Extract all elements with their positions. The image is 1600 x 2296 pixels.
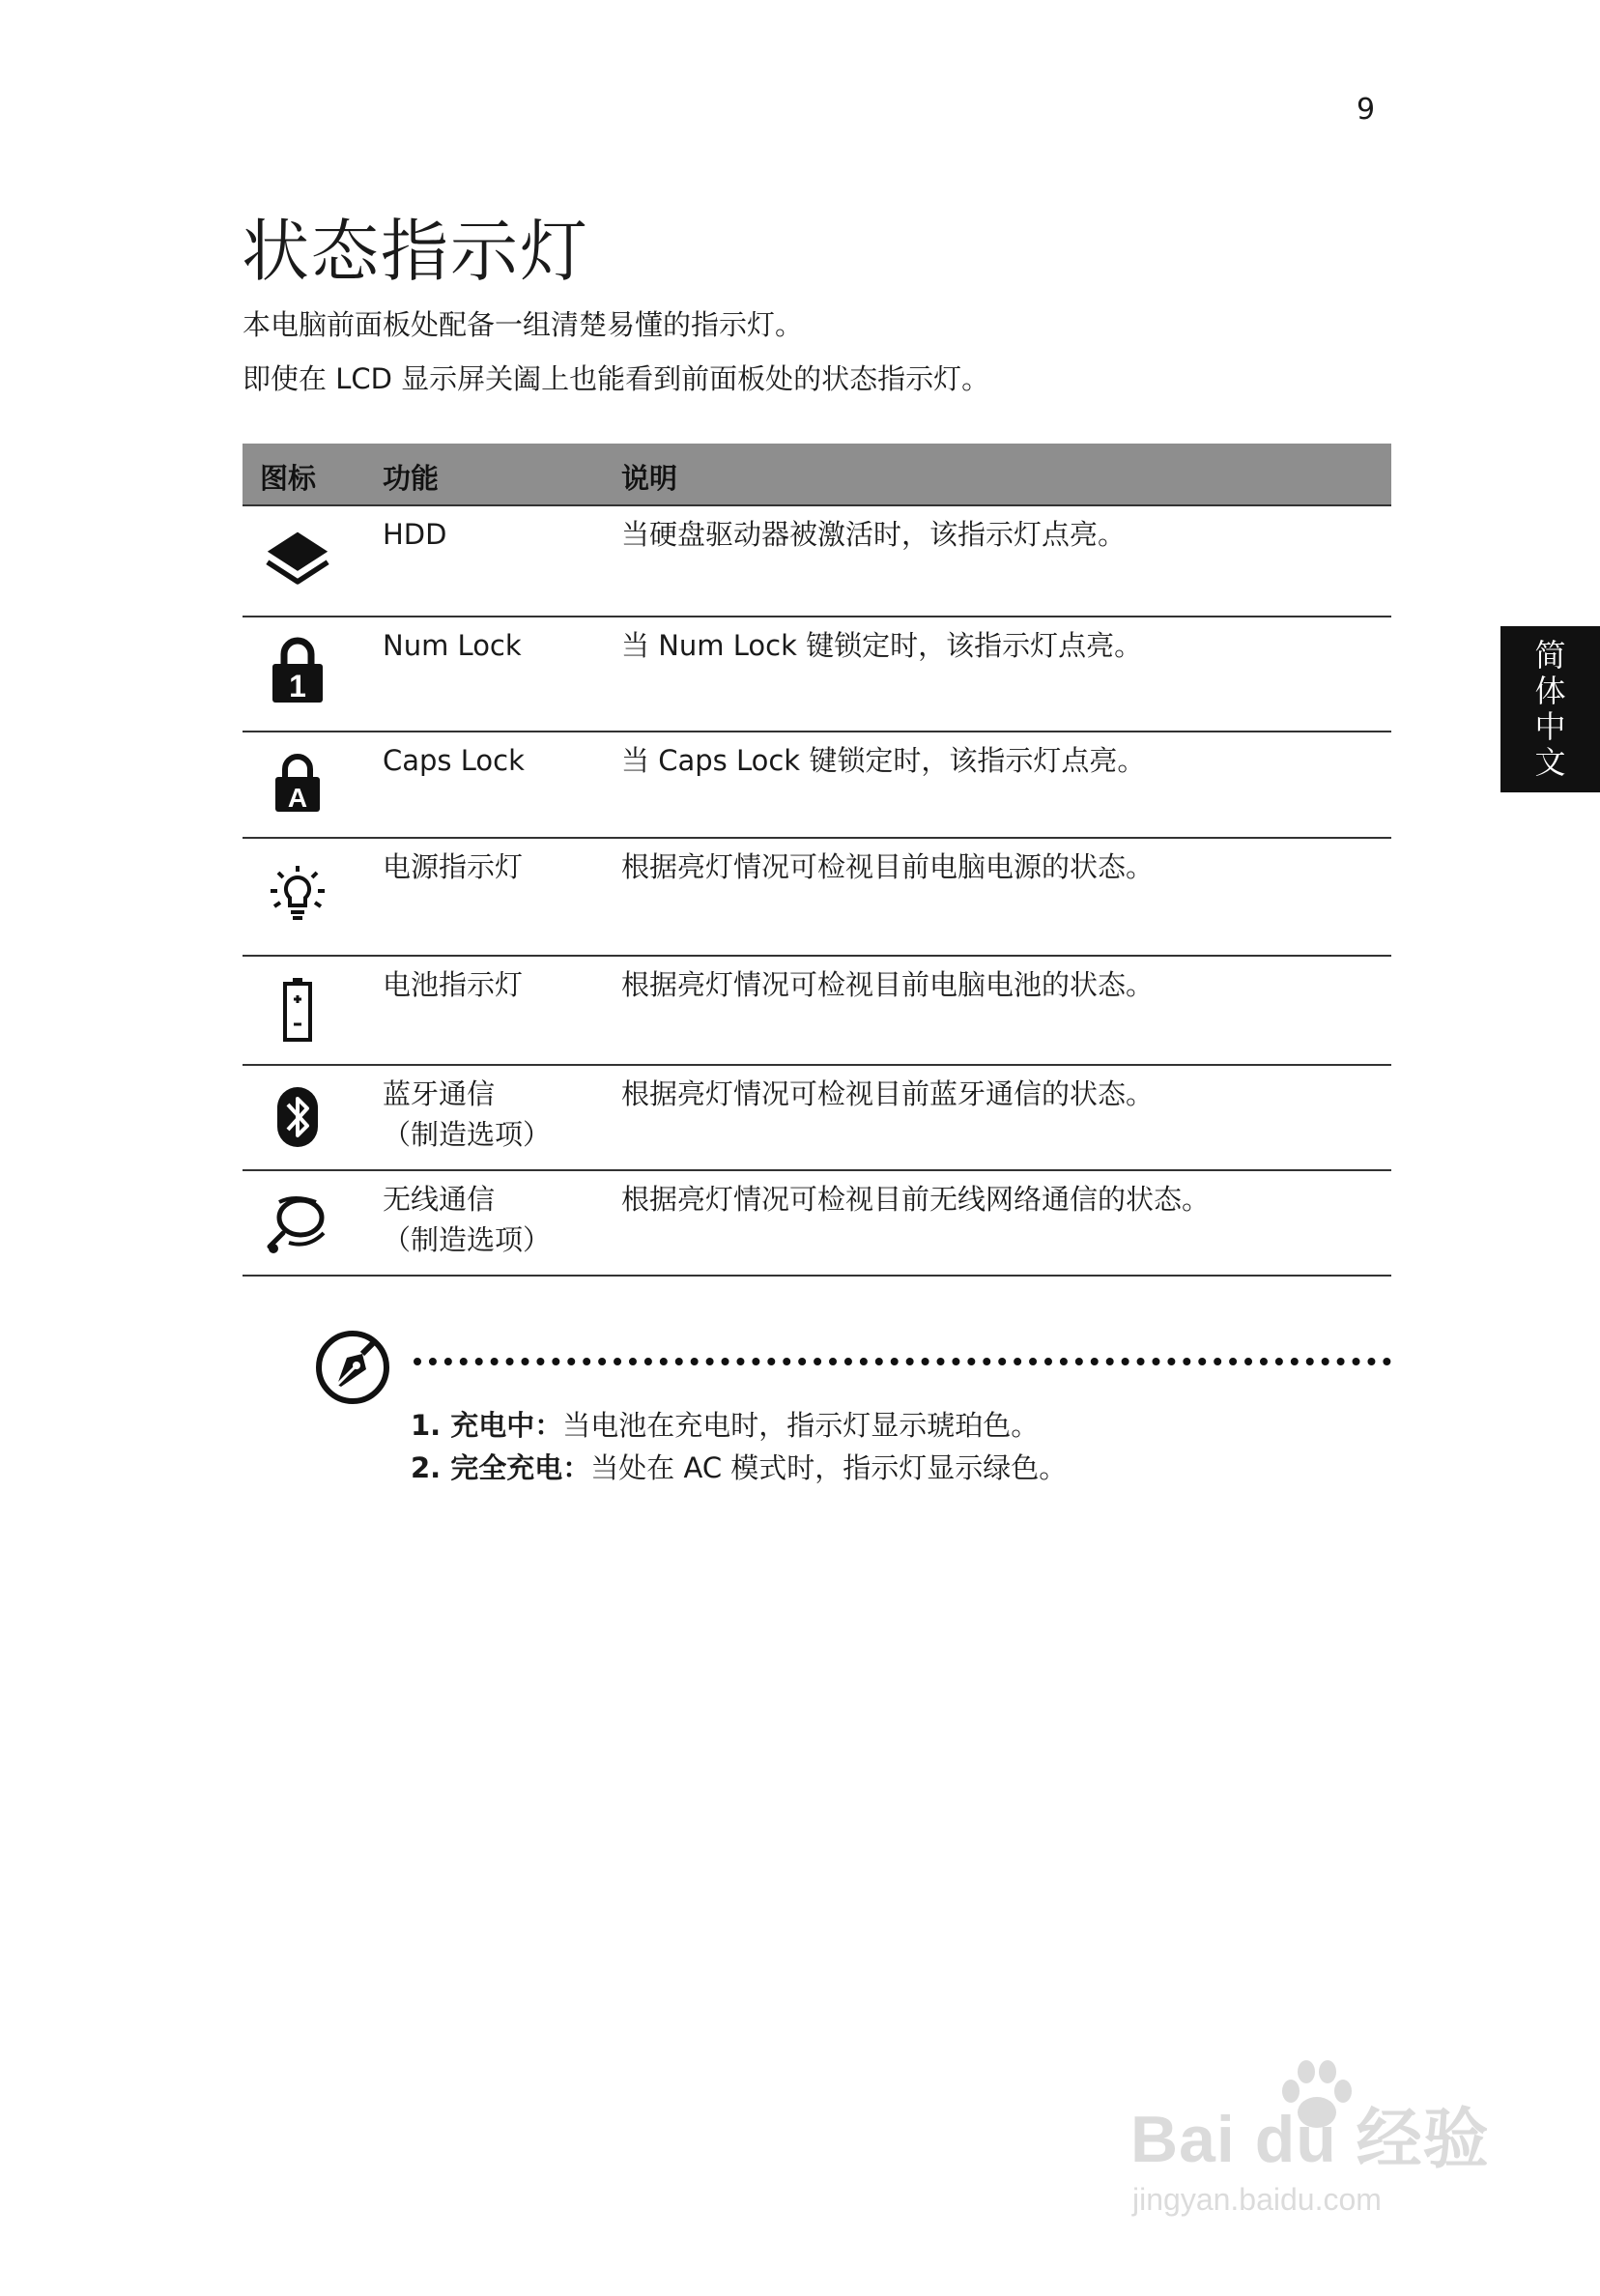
side-tab-char: 简 [1534, 637, 1566, 674]
function-label: Caps Lock [383, 744, 525, 777]
language-side-tab [1500, 626, 1600, 792]
description-text: 当 Num Lock 键锁定时，该指示灯点亮。 [621, 629, 1143, 662]
watermark-url: jingyan.baidu.com [1132, 2182, 1382, 2217]
table-row [243, 1171, 1391, 1277]
table-row [243, 617, 1391, 732]
table-row [243, 732, 1391, 839]
page-title: 状态指示灯 [242, 212, 589, 291]
indicator-table [243, 444, 1391, 1277]
baidu-watermark [1130, 2058, 1517, 2223]
description-text: 根据亮灯情况可检视目前电脑电源的状态。 [621, 850, 1155, 883]
note-item-text: 当处在 AC 模式时，指示灯显示绿色。 [590, 1451, 1068, 1484]
header-function: 功能 [383, 462, 440, 495]
side-tab-char: 中 [1534, 708, 1566, 745]
description-text: 根据亮灯情况可检视目前蓝牙通信的状态。 [621, 1077, 1155, 1110]
description-text: 当 Caps Lock 键锁定时，该指示灯点亮。 [621, 744, 1146, 777]
power-icon [266, 860, 329, 928]
table-row [243, 506, 1391, 617]
function-label: HDD [383, 518, 447, 551]
table-row [243, 839, 1391, 957]
wireless-icon [266, 1189, 329, 1256]
table-row [243, 1066, 1391, 1171]
note-item-label: 2. 完全充电： [411, 1451, 591, 1484]
note-item [411, 1447, 1067, 1486]
function-label: 蓝牙通信 （制造选项） [383, 1077, 552, 1151]
note-item-label: 1. 充电中： [411, 1409, 563, 1442]
hdd-icon [266, 526, 329, 593]
battery-icon [266, 976, 329, 1044]
side-tab-char: 文 [1534, 744, 1566, 781]
table-row [243, 957, 1391, 1066]
function-label: 电池指示灯 [383, 968, 524, 1001]
intro-line-1: 本电脑前面板处配备一组清楚易懂的指示灯。 [243, 308, 804, 341]
header-description: 说明 [621, 462, 678, 495]
function-label: 无线通信 （制造选项） [383, 1183, 552, 1256]
svg-text:1: 1 [289, 669, 306, 703]
watermark-logo: Bai du 经验 [1130, 2103, 1490, 2176]
function-label: 电源指示灯 [383, 850, 524, 883]
function-label: Num Lock [383, 629, 522, 662]
svg-text:A: A [287, 783, 308, 813]
description-text: 当硬盘驱动器被激活时，该指示灯点亮。 [621, 518, 1127, 551]
note-divider [414, 1358, 1391, 1365]
page-number: 9 [1357, 93, 1376, 127]
bluetooth-icon [266, 1083, 329, 1151]
caps-lock-icon [266, 750, 329, 818]
note-item-text: 当电池在充电时，指示灯显示琥珀色。 [562, 1409, 1040, 1442]
description-text: 根据亮灯情况可检视目前电脑电池的状态。 [621, 968, 1155, 1001]
note-item [411, 1404, 1039, 1444]
intro-line-2: 即使在 LCD 显示屏关阖上也能看到前面板处的状态指示灯。 [243, 362, 990, 395]
header-icon: 图标 [260, 462, 317, 495]
side-tab-char: 体 [1534, 673, 1566, 709]
note-pen-icon [314, 1329, 391, 1406]
num-lock-icon [266, 637, 329, 704]
table-header [243, 444, 1391, 506]
description-text: 根据亮灯情况可检视目前无线网络通信的状态。 [621, 1183, 1211, 1216]
